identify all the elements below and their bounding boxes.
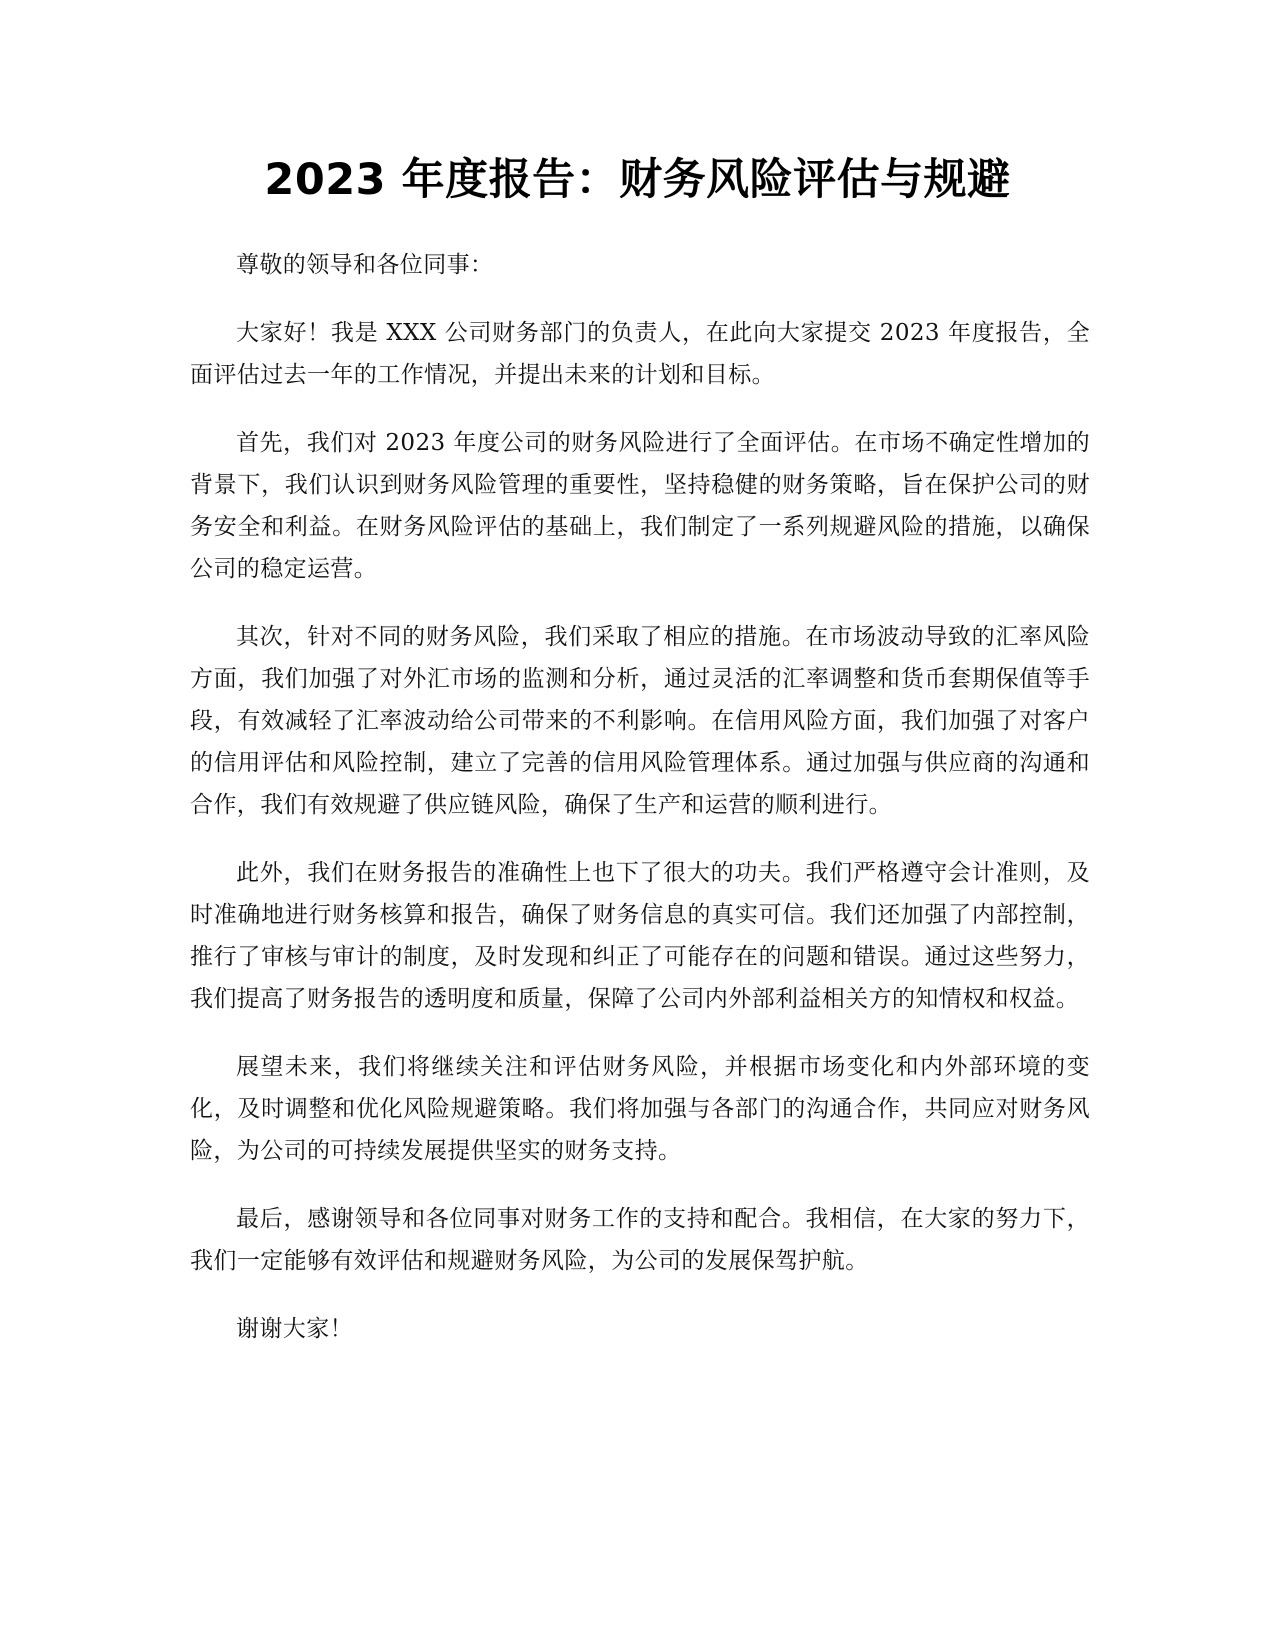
closing: 谢谢大家！ xyxy=(236,1316,353,1342)
paragraph-thanks: 最后，感谢领导和各位同事对财务工作的支持和配合。我相信，在大家的努力下，我们一定能够有效评估和规避财务风险，为公司的发展保驾护航。 xyxy=(190,1206,1090,1274)
document-title: 2023 年度报告：财务风险评估与规避 xyxy=(264,155,1011,205)
paragraph-risk-measures: 其次，针对不同的财务风险，我们采取了相应的措施。在市场波动导致的汇率风险方面，我们加强了对外汇市场的监测和分析，通过灵活的汇率调整和货币套期保值等手段，有效减轻了汇率波动给公司带来的不利影响。在信用风险方面，我们加强了对客户的信用评估和风险控制，建立了完善的信用风险管理体系。通过加强与供应商的沟通和合作，我们有效规避了供应链风险，确保了生产和运营的顺利进行。 xyxy=(190,624,1090,818)
paragraph-reporting-accuracy: 此外，我们在财务报告的准确性上也下了很大的功夫。我们严格遵守会计准则，及时准确地进行财务核算和报告，确保了财务信息的真实可信。我们还加强了内部控制，推行了审核与审计的制度，及时发现和纠正了可能存在的问题和错误。通过这些努力，我们提高了财务报告的透明度和质量，保障了公司内外部利益相关方的知情权和权益。 xyxy=(190,860,1090,1012)
salutation: 尊敬的领导和各位同事： xyxy=(236,252,494,278)
document-body xyxy=(190,244,1090,1376)
paragraph-outlook: 展望未来，我们将继续关注和评估财务风险，并根据市场变化和内外部环境的变化，及时调整和优化风险规避策略。我们将加强与各部门的沟通合作，共同应对财务风险，为公司的可持续发展提供坚实的财务支持。 xyxy=(190,1054,1090,1164)
paragraph-risk-assessment: 首先，我们对 2023 年度公司的财务风险进行了全面评估。在市场不确定性增加的背景下，我们认识到财务风险管理的重要性，坚持稳健的财务策略，旨在保护公司的财务安全和利益。在财务风险评估的基础上，我们制定了一系列规避风险的措施，以确保公司的稳定运营。 xyxy=(190,430,1090,582)
paragraph-intro: 大家好！我是 XXX 公司财务部门的负责人，在此向大家提交 2023 年度报告，全面评估过去一年的工作情况，并提出未来的计划和目标。 xyxy=(190,320,1090,388)
